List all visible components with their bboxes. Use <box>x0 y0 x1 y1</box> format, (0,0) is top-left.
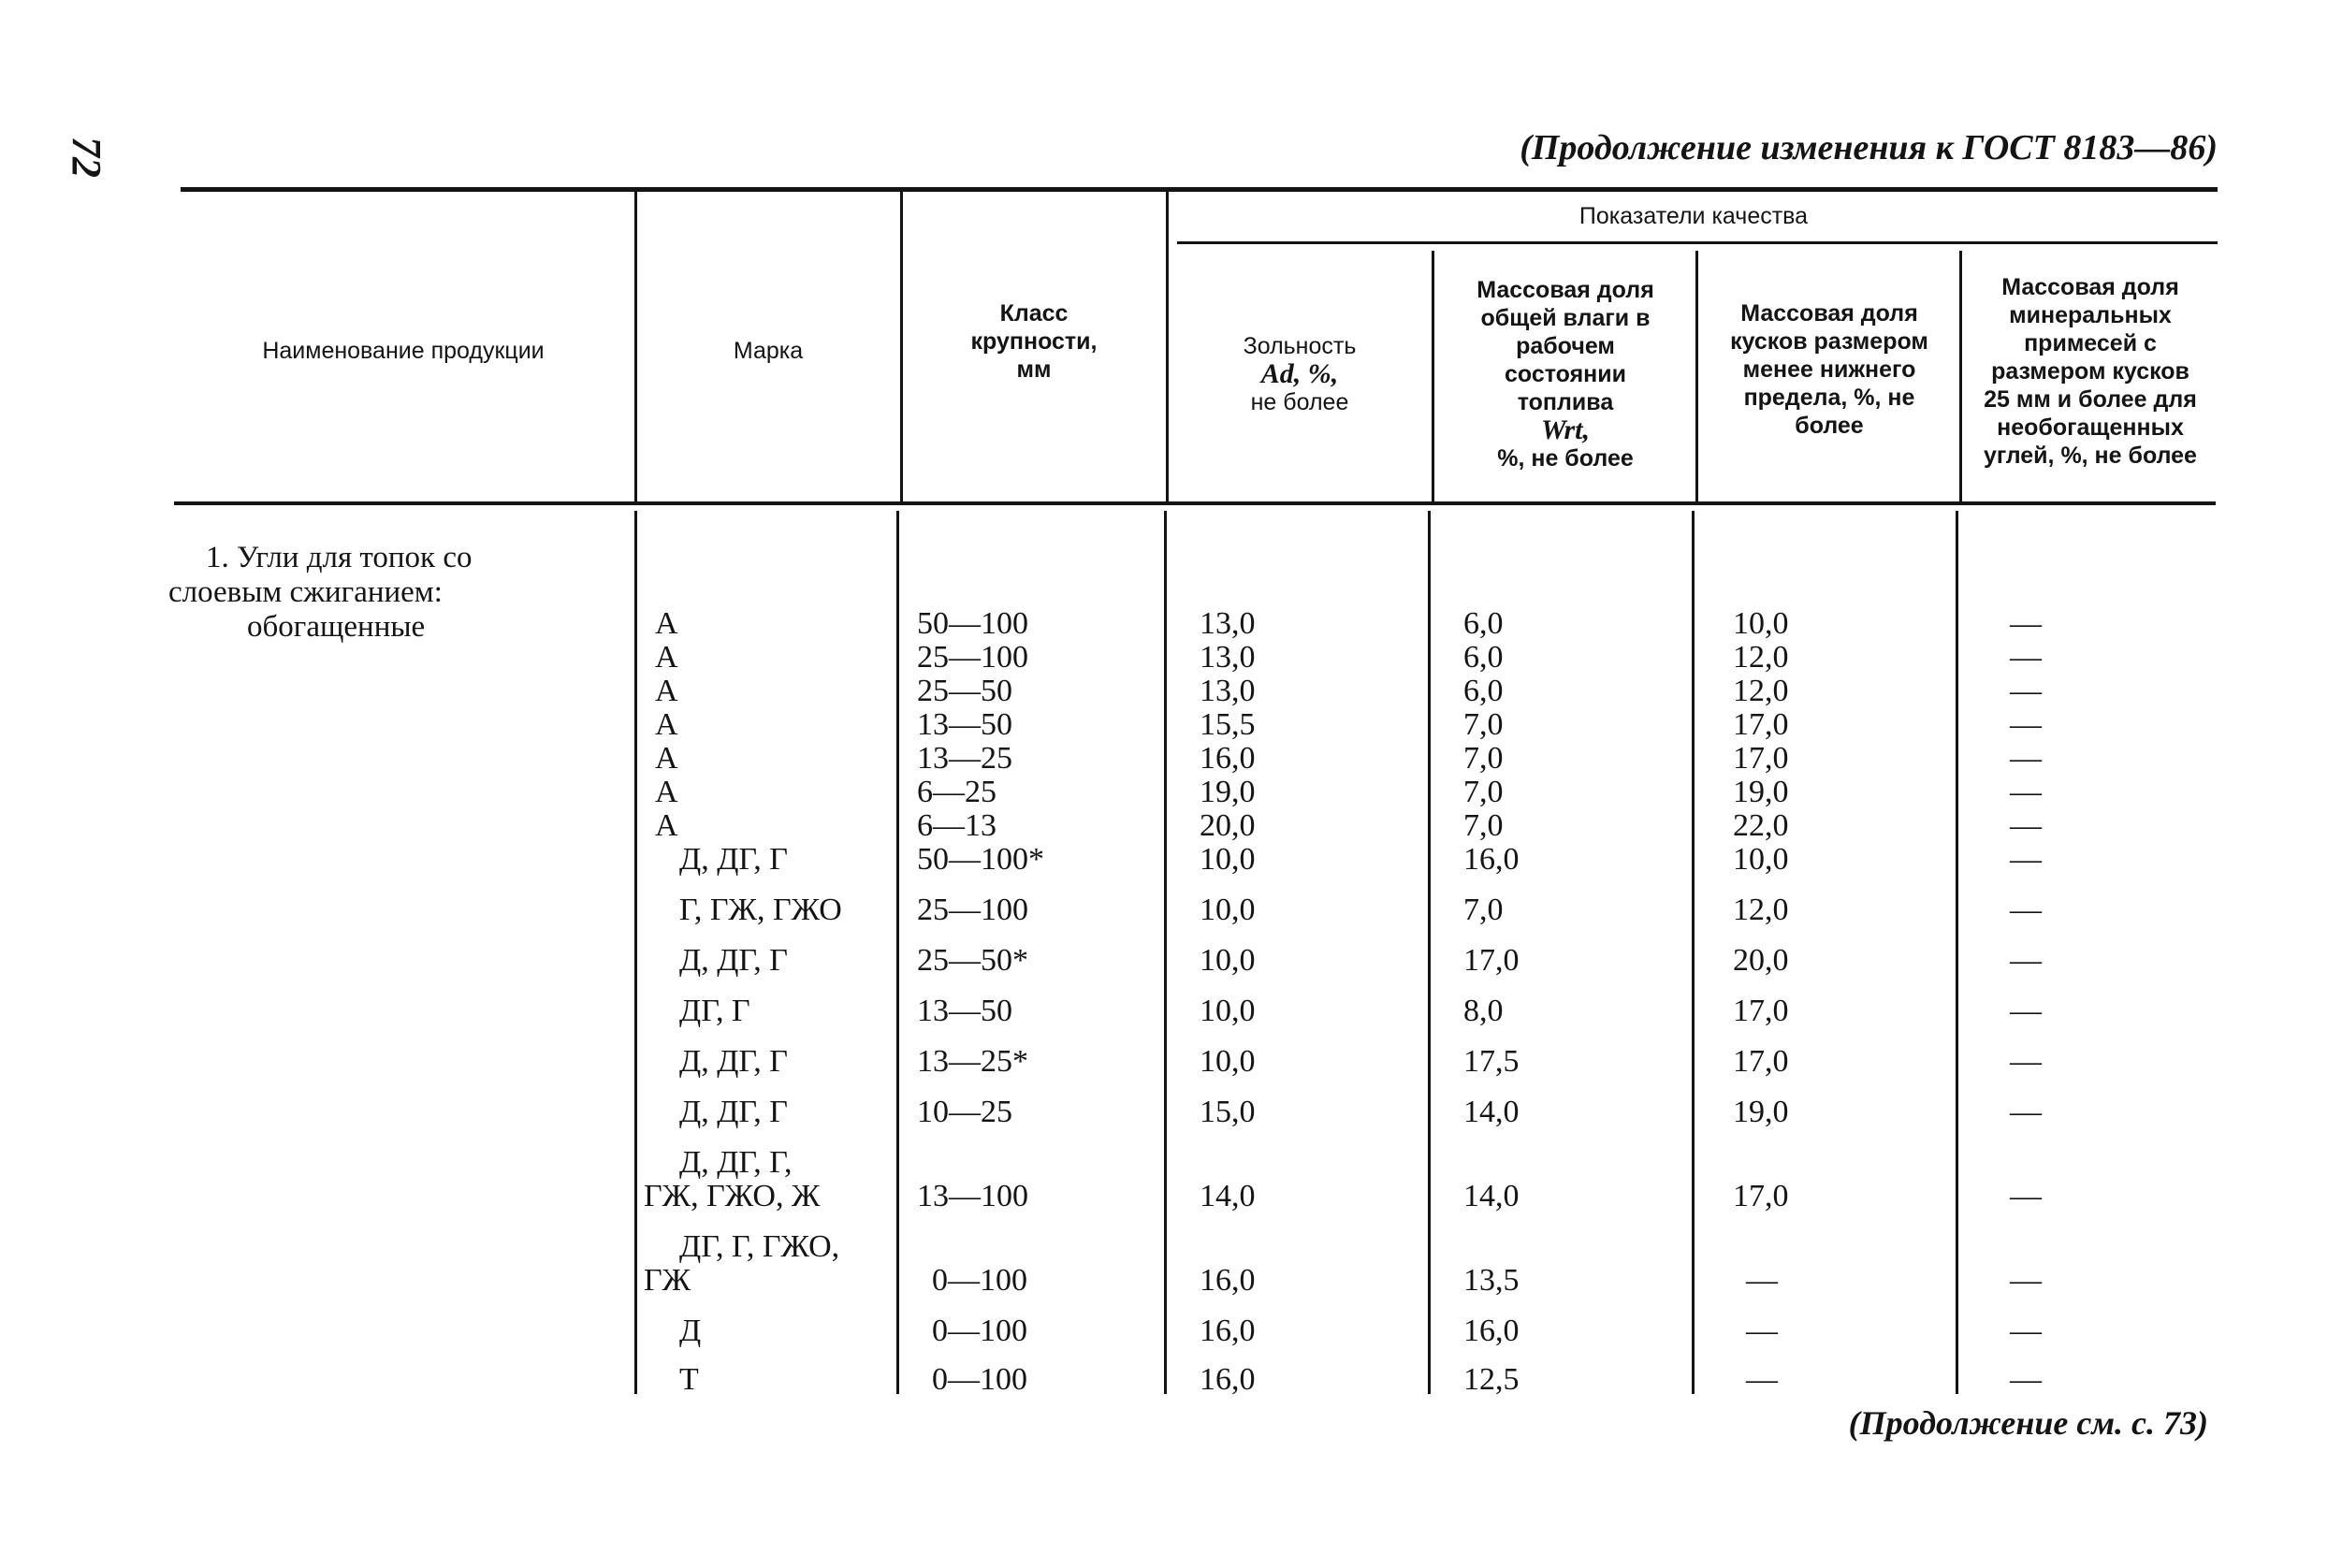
cell-ash: 13,0 <box>1200 674 1256 708</box>
cell-moisture: 17,5 <box>1463 1044 1520 1079</box>
header-ash-symbol: Ad, %, <box>1260 358 1339 389</box>
cell-impurities: — <box>2010 775 2042 809</box>
cell-impurities: — <box>2010 640 2042 675</box>
cell-ash: 13,0 <box>1200 606 1256 641</box>
header-impurities <box>1963 254 2218 488</box>
cell-mark: Д, ДГ, Г <box>679 1044 788 1079</box>
cell-mark: Д, ДГ, Г <box>679 1095 788 1129</box>
cell-small-lumps: — <box>1746 1362 1778 1397</box>
header-product <box>174 281 633 421</box>
cell-size: 13—25* <box>917 1044 1028 1079</box>
header-moisture-label: Массовая доля общей влаги в рабочем состоянии топлива <box>1476 277 1654 415</box>
cell-moisture: 16,0 <box>1463 1314 1520 1348</box>
cell-impurities: — <box>2010 808 2042 843</box>
cell-moisture: 14,0 <box>1463 1095 1520 1129</box>
cell-mark: А <box>655 674 678 708</box>
table-row <box>0 943 2342 984</box>
header-bottom-rule <box>174 501 2216 505</box>
header-vline-5 <box>1695 251 1698 501</box>
cell-small-lumps: 17,0 <box>1733 1044 1789 1079</box>
cell-small-lumps: 12,0 <box>1733 893 1789 927</box>
cell-mark: А <box>655 707 678 742</box>
cell-impurities: — <box>2010 1263 2042 1298</box>
cell-small-lumps: 17,0 <box>1733 1179 1789 1213</box>
cell-moisture: 16,0 <box>1463 842 1520 877</box>
cell-small-lumps: 17,0 <box>1733 707 1789 742</box>
cell-small-lumps: 17,0 <box>1733 994 1789 1028</box>
cell-small-lumps: 17,0 <box>1733 741 1789 776</box>
cell-size: 13—25 <box>917 741 1012 776</box>
table-row <box>0 1095 2342 1136</box>
cell-ash: 10,0 <box>1200 1044 1256 1079</box>
cell-impurities: — <box>2010 1362 2042 1397</box>
cell-small-lumps: 19,0 <box>1733 775 1789 809</box>
cell-impurities: — <box>2010 842 2042 877</box>
cell-mark: А <box>655 606 678 641</box>
cell-impurities: — <box>2010 1314 2042 1348</box>
cell-size: 10—25 <box>917 1095 1012 1129</box>
header-small-lumps <box>1699 281 1959 458</box>
cell-size: 50—100* <box>917 842 1044 877</box>
header-moisture-symbol: Wrt, <box>1541 414 1590 445</box>
cell-mark: ДГ, Г <box>679 994 750 1028</box>
cell-ash: 16,0 <box>1200 1314 1256 1348</box>
cell-small-lumps: 19,0 <box>1733 1095 1789 1129</box>
group-line-1: 1. Угли для топок со <box>206 541 473 574</box>
header-ash-limit: не более <box>1250 389 1349 415</box>
cell-mark: Д <box>679 1314 702 1348</box>
cell-ash: 10,0 <box>1200 994 1256 1028</box>
table-row <box>0 1145 2342 1229</box>
header-vline-3 <box>1166 192 1169 501</box>
cell-impurities: — <box>2010 1095 2042 1129</box>
cell-mark: А <box>655 808 678 843</box>
page-number: 72 <box>64 137 109 178</box>
cell-moisture: 6,0 <box>1463 674 1504 708</box>
cell-mark: А <box>655 640 678 675</box>
cell-size: 25—100 <box>917 640 1028 675</box>
header-vline-6 <box>1959 251 1962 501</box>
cell-small-lumps: 10,0 <box>1733 842 1789 877</box>
cell-ash: 15,0 <box>1200 1095 1256 1129</box>
cell-size: 0—100 <box>932 1314 1027 1348</box>
header-ash <box>1170 309 1430 440</box>
cell-impurities: — <box>2010 994 2042 1028</box>
table-row <box>0 1044 2342 1085</box>
cell-moisture: 7,0 <box>1463 893 1504 927</box>
cell-mark: А <box>655 775 678 809</box>
cell-mark-line-2: ГЖ <box>644 1263 691 1298</box>
header-vline-1 <box>634 192 637 501</box>
cell-ash: 16,0 <box>1200 741 1256 776</box>
header-moisture <box>1435 277 1695 472</box>
cell-impurities: — <box>2010 893 2042 927</box>
cell-ash: 20,0 <box>1200 808 1256 843</box>
cell-size: 6—25 <box>917 775 996 809</box>
header-mark-text: Марка <box>733 338 804 364</box>
header-size-class <box>904 281 1164 402</box>
cell-ash: 10,0 <box>1200 943 1256 978</box>
cell-moisture: 14,0 <box>1463 1179 1520 1213</box>
cell-small-lumps: 12,0 <box>1733 640 1789 675</box>
cell-mark: Д, ДГ, Г <box>679 842 788 877</box>
cell-moisture: 6,0 <box>1463 606 1504 641</box>
continuation-footer: (Продолжение см. с. 73) <box>1848 1404 2208 1442</box>
cell-size: 50—100 <box>917 606 1028 641</box>
cell-ash: 14,0 <box>1200 1179 1256 1213</box>
group-line-2: слоевым сжиганием: <box>168 575 443 609</box>
cell-ash: 16,0 <box>1200 1263 1256 1298</box>
cell-impurities: — <box>2010 741 2042 776</box>
header-small-lumps-text: Массовая доля кусков размером менее нижнего предела, %, не более <box>1730 300 1928 439</box>
cell-ash: 19,0 <box>1200 775 1256 809</box>
cell-ash: 10,0 <box>1200 842 1256 877</box>
cell-size: 0—100 <box>932 1362 1027 1397</box>
group-header <box>1170 192 2218 240</box>
cell-moisture: 7,0 <box>1463 707 1504 742</box>
cell-moisture: 8,0 <box>1463 994 1504 1028</box>
group-header-rule <box>1177 241 2218 244</box>
cell-moisture: 6,0 <box>1463 640 1504 675</box>
header-ash-label: Зольность <box>1243 333 1357 359</box>
table-row <box>0 1314 2342 1355</box>
cell-small-lumps: — <box>1746 1314 1778 1348</box>
cell-mark: Д, ДГ, Г <box>679 943 788 978</box>
header-size-class-text: Класс крупности, мм <box>970 300 1098 383</box>
group-header-text: Показатели качества <box>1578 203 1809 229</box>
header-product-text: Наименование продукции <box>262 338 545 364</box>
cell-mark: Г, ГЖ, ГЖО <box>679 893 842 927</box>
header-impurities-text: Массовая доля минеральных примесей с размером кусков 25 мм и более для необогащенных углей, %, не более <box>1984 274 2197 469</box>
table-row <box>0 1229 2342 1314</box>
cell-mark: Т <box>679 1362 699 1397</box>
cell-size: 25—100 <box>917 893 1028 927</box>
cell-small-lumps: — <box>1746 1263 1778 1298</box>
cell-moisture: 17,0 <box>1463 943 1520 978</box>
header-moisture-limit: %, не более <box>1497 445 1634 472</box>
cell-impurities: — <box>2010 1044 2042 1079</box>
cell-small-lumps: 20,0 <box>1733 943 1789 978</box>
cell-size: 13—50 <box>917 707 1012 742</box>
cell-ash: 10,0 <box>1200 893 1256 927</box>
cell-impurities: — <box>2010 707 2042 742</box>
header-mark <box>638 281 898 421</box>
cell-moisture: 7,0 <box>1463 808 1504 843</box>
cell-impurities: — <box>2010 674 2042 708</box>
cell-ash: 16,0 <box>1200 1362 1256 1397</box>
cell-size: 25—50* <box>917 943 1028 978</box>
table-row <box>0 994 2342 1035</box>
cell-impurities: — <box>2010 943 2042 978</box>
table-row <box>0 1362 2342 1403</box>
header-vline-2 <box>900 192 903 501</box>
cell-moisture: 7,0 <box>1463 775 1504 809</box>
cell-small-lumps: 12,0 <box>1733 674 1789 708</box>
cell-impurities: — <box>2010 606 2042 641</box>
cell-impurities: — <box>2010 1179 2042 1213</box>
group-line-3: обогащенные <box>247 610 426 644</box>
cell-size: 13—50 <box>917 994 1012 1028</box>
cell-small-lumps: 10,0 <box>1733 606 1789 641</box>
cell-ash: 13,0 <box>1200 640 1256 675</box>
cell-small-lumps: 22,0 <box>1733 808 1789 843</box>
table-row <box>0 842 2342 883</box>
cell-mark: А <box>655 741 678 776</box>
cell-size: 25—50 <box>917 674 1012 708</box>
cell-size: 6—13 <box>917 808 996 843</box>
cell-mark-line-2: ГЖ, ГЖО, Ж <box>644 1179 821 1213</box>
table-row <box>0 893 2342 934</box>
cell-mark-line-1: ДГ, Г, ГЖО, <box>679 1229 840 1264</box>
cell-moisture: 13,5 <box>1463 1263 1520 1298</box>
cell-mark-line-1: Д, ДГ, Г, <box>679 1145 793 1180</box>
cell-size: 13—100 <box>917 1179 1028 1213</box>
cell-moisture: 12,5 <box>1463 1362 1520 1397</box>
cell-size: 0—100 <box>932 1263 1027 1298</box>
cell-ash: 15,5 <box>1200 707 1256 742</box>
header-vline-4 <box>1432 251 1434 501</box>
cell-moisture: 7,0 <box>1463 741 1504 776</box>
continuation-header: (Продолжение изменения к ГОСТ 8183—86) <box>1520 128 2218 167</box>
